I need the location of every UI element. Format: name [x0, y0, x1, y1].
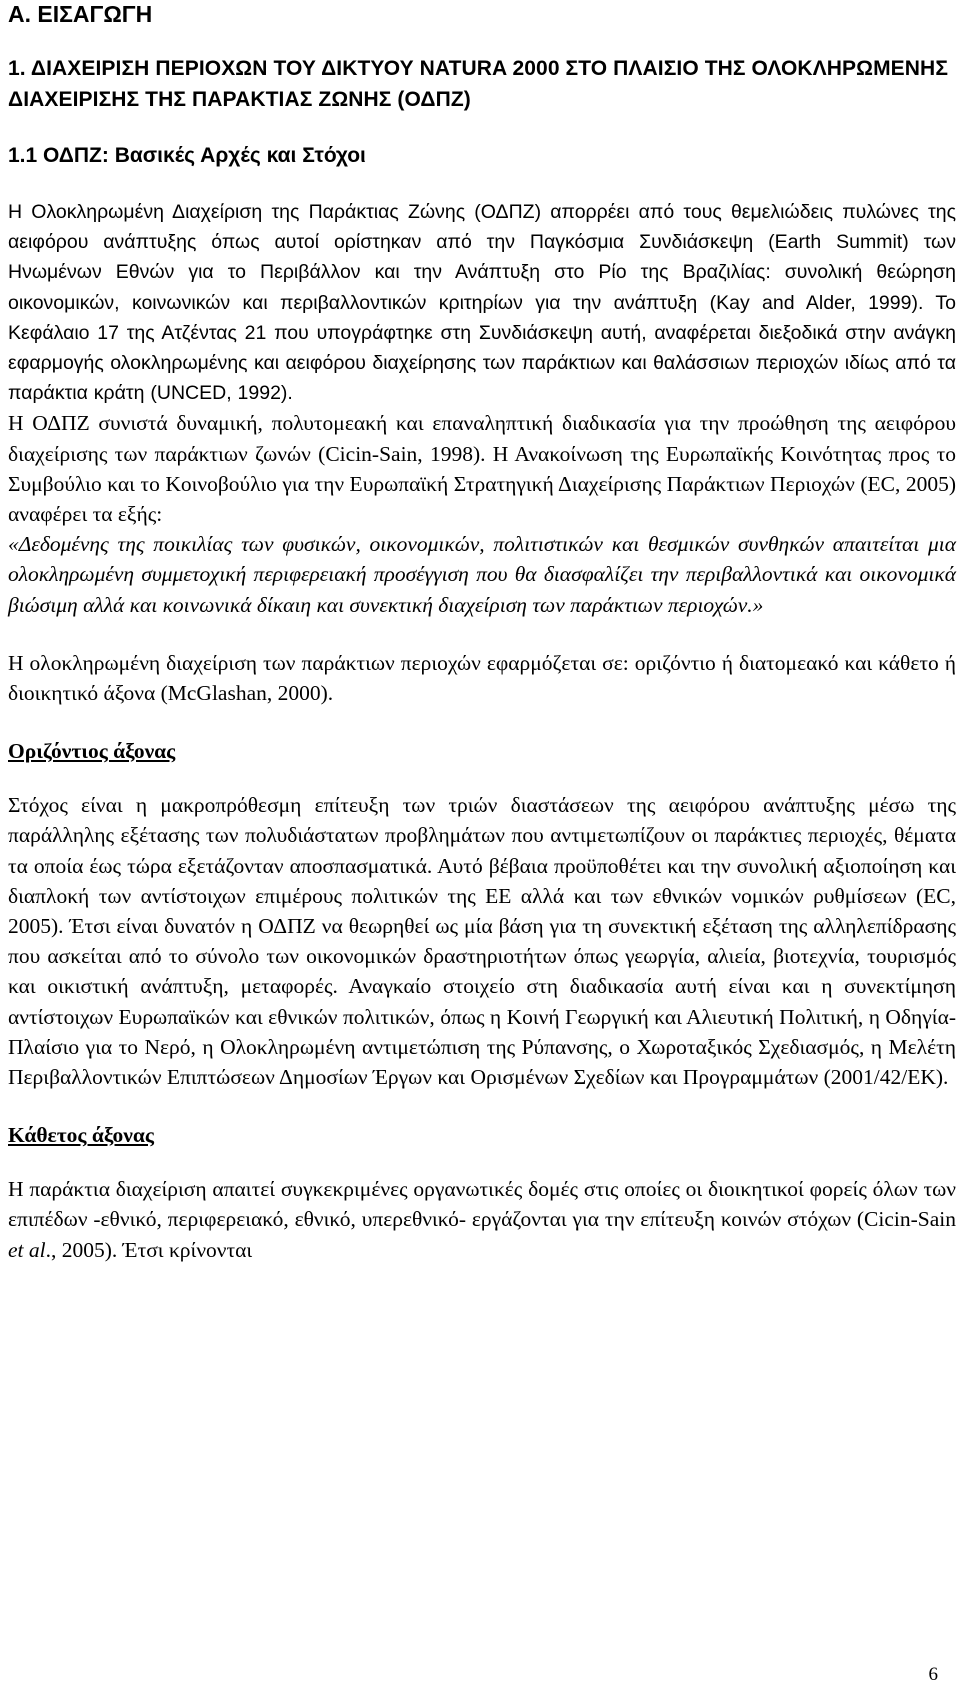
page-number: 6 — [928, 1664, 938, 1685]
subsection-heading: 1.1 ΟΔΠΖ: Βασικές Αρχές και Στόχοι — [8, 144, 366, 167]
vertical-text-italic: et al — [8, 1237, 46, 1262]
intro-text-serif: Η ΟΔΠΖ συνιστά δυναμική, πολυτομεακή και επαναληπτική διαδικασία για την προώθηση της αειφόρου διαχείρισης των παράκτιων ζωνών (Cicin-Sain, 1998). Η Ανακοίνωση της Ευρωπαϊκής Κοινότητας προς το Συμβούλιο και το Κοινοβούλιο για την Ευρωπαϊκή Στρατηγική Διαχείρισης Παράκτιων Περιοχών (EC, 2005) αναφέρει τα εξής: — [8, 411, 956, 527]
vertical-axis-text — [8, 1174, 956, 1265]
chapter-heading: Α. ΕΙΣΑΓΩΓΗ — [8, 1, 153, 27]
section-heading: 1. ΔΙΑΧΕΙΡΙΣΗ ΠΕΡΙΟΧΩΝ ΤΟΥ ΔΙΚΤΥΟΥ NATURA 2000 ΣΤΟ ΠΛΑΙΣΙΟ ΤΗΣ ΟΛΟΚΛΗΡΩΜΕΝΗΣ ΔΙΑΧΕΙΡΙΣΗΣ ΤΗΣ ΠΑΡΑΚΤΙΑΣ ΖΩΝΗΣ (ΟΔΠΖ) — [8, 57, 949, 111]
vertical-text-before: Η παράκτια διαχείριση απαιτεί συγκεκριμένες οργανωτικές δομές στις οποίες οι διοικητικοί φορείς όλων των επιπέδων -εθνικό, περιφερειακό, εθνικό, υπερεθνικό- εργάζονται για την επίτευξη κοινών στόχων (Cicin-Sain — [8, 1177, 956, 1232]
axes-intro-paragraph: Η ολοκληρωμένη διαχείριση των παράκτιων περιοχών εφαρμόζεται σε: οριζόντιο ή διατομεακό και κάθετο ή διοικητικό άξονα (McGlashan, 2000). — [8, 650, 956, 706]
horizontal-axis-title: Οριζόντιος άξονας — [8, 739, 176, 764]
document-page — [8, 0, 956, 1265]
horizontal-axis-text: Στόχος είναι η μακροπρόθεσμη επίτευξη των τριών διαστάσεων της αειφόρου ανάπτυξης μέσω της παράλληλης εξέτασης των πολυδιάστατων προβλημάτων που αντιμετωπίζουν οι παράκτιες περιοχές, θέματα τα οποία έως τώρα εξετάζονταν αποσπασματικά. Αυτό βέβαια προϋποθέτει και την συνολική αξιοποίηση και διαπλοκή των αντίστοιχων επιμέρους πολιτικών της ΕΕ αλλά και των εθνικών νομικών ρυθμίσεων (EC, 2005). Έτσι είναι δυνατόν η ΟΔΠΖ να θεωρηθεί ως μία βάση για τη συνεκτική εξέταση της αλληλεπίδρασης που ασκείται από το σύνολο των οικονομικών δραστηριοτήτων όπως γεωργία, αλιεία, βιοτεχνία, τουρισμός και οικιστική ανάπτυξη, μεταφορές. Αναγκαίο στοιχείο στη διαδικασία αυτή είναι και η συνεκτίμηση αντίστοιχων Ευρωπαϊκών και εθνικών πολιτικών, όπως η Κοινή Γεωργική και Αλιευτική Πολιτική, η Οδηγία-Πλαίσιο για το Νερό, η Ολοκληρωμένη αντιμετώπιση της Ρύπανσης, ο Χωροταξικός Σχεδιασμός, η Μελέτη Περιβαλλοντικών Επιπτώσεων Δημοσίων Έργων και Ορισμένων Σχεδίων και Προγραμμάτων (2001/42/ΕΚ). — [8, 793, 956, 1090]
vertical-axis-title: Κάθετος άξονας — [8, 1123, 154, 1148]
ec-quote: «Δεδομένης της ποικιλίας των φυσικών, οικονομικών, πολιτιστικών και θεσμικών συνθηκών απαιτείται μια ολοκληρωμένη συμμετοχική περιφερειακή προσέγγιση που θα διασφαλίζει την περιβαλλοντικά και οικονομικά βιώσιμη αλλά και κοινωνικά δίκαιη και συνεκτική διαχείριση των παράκτιων περιοχών.» — [8, 532, 956, 617]
intro-text-sans: Η Ολοκληρωμένη Διαχείριση της Παράκτιας Ζώνης (ΟΔΠΖ) απορρέει από τους θεμελιώδεις πυλώνες της αειφόρου ανάπτυξης όπως αυτοί ορίστηκαν από την Παγκόσμια Συνδιάσκεψη (Earth Summit) των Ηνωμένων Εθνών για το Περιβάλλον και την Ανάπτυξη στο Ρίο της Βραζιλίας: συνολική θεώρηση οικονομικών, κοινωνικών και περιβαλλοντικών κριτηρίων για την ανάπτυξη (Kay and Alder, 1999). Το Κεφάλαιο 17 της Ατζέντας 21 που υπογράφτηκε στη Συνδιάσκεψη αυτή, αναφέρεται διεξοδικά στην ανάγκη εφαρμογής ολοκληρωμένης και αειφόρου διαχείρησης των παράκτιων και θαλάσσιων περιοχών ιδίως από τα παράκτια κράτη (UNCED, 1992). — [8, 201, 956, 405]
intro-paragraph — [8, 197, 956, 620]
vertical-text-after: ., 2005). Έτσι κρίνονται — [45, 1237, 253, 1262]
